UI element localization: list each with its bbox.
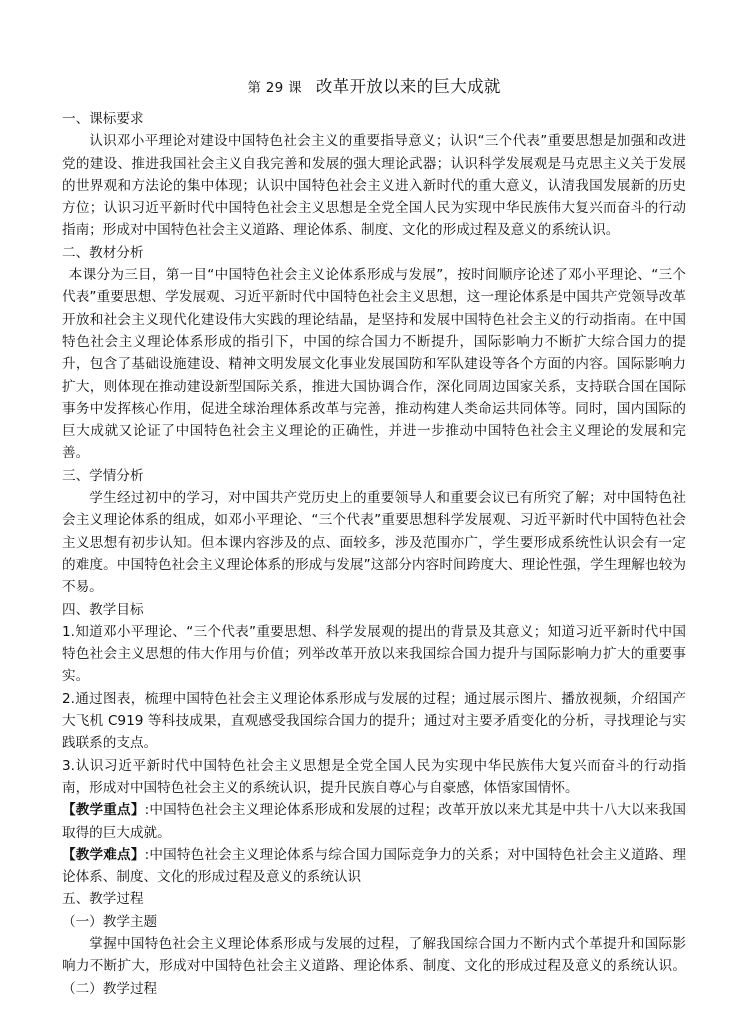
document-page (62, 74, 686, 1000)
teaching-difficulty (62, 844, 686, 889)
teaching-focus-label: 【教学重点】 (62, 802, 145, 819)
teaching-difficulty-text: :中国特色社会主义理论体系与综合国力国际竞争力的关系；对中国特色社会主义道路、理论体系、制度、文化的形成过程及意义的系统认识 (62, 846, 687, 886)
subheading-process: （二）教学过程 (62, 980, 158, 997)
textbook-paragraph: 本课分为三目，第一目“中国特色社会主义论体系形成与发展”，按时间顺序论述了邓小平理论、“三个代表”重要思想、学发展观、习近平新时代中国特色社会主义思想，这一理论体系是中国共产党领导改革开放和社会主义现代化建设伟大实践的理论结晶，是坚持和发展中国特色社会主义的行动指南。在中国特色社会主义理论体系形成的指引下，中国的综合国力不断提升，国际影响力不断扩大综合国力的提升，包含了基础设施建设、精神文明发展文化事业发展国防和军队建设等各个方面的内容。国际影响力扩大，则体现在推动建设新型国际关系，推进大国协调合作，深化同周边国家关系，支持联合国在国际事务中发挥核心作用，促进全球治理体系改革与完善，推动构建人类命运共同体等。同时，国内国际的巨大成就又论证了中国特色社会主义理论的正确性，并进一步推动中国特色社会主义理论的发展和完善。 (62, 267, 686, 462)
teaching-focus-text: :中国特色社会主义理论体系形成和发展的过程；改革开放以来尤其是中共十八大以来我国取得的巨大成就。 (62, 802, 687, 841)
theme-paragraph (62, 933, 686, 1000)
section-heading-students: 三、学情分析 (62, 467, 144, 484)
goal-item-1: 1.知道邓小平理论、“三个代表”重要思想、科学发展观的提出的背景及其意义；知道习近平新时代中国特色社会主义思想的伟大作用与价值；列举改革开放以来我国综合国力提升与国际影响力扩大的重要事实。 (62, 623, 686, 685)
section-heading-process: 五、教学过程 (62, 891, 144, 908)
subheading-theme: （一）教学主题 (62, 913, 158, 930)
standards-paragraph: 认识邓小平理论对建设中国特色社会主义的重要指导意义；认识“三个代表”重要思想是加强和改进党的建设、推进我国社会主义自我完善和发展的强大理论武器；认识科学发展观是马克思主义关于发展的世界观和方法论的集中体现；认识中国特色社会主义进入新时代的重大意义，认清我国发展新的历史方位；认识习近平新时代中国特色社会主义思想是全党全国人民为实现中华民族伟大复兴而奋斗的行动指南；形成对中国特色社会主义道路、理论体系、制度、文化的形成过程及意义的系统认识。 (62, 133, 686, 239)
goal-item-3: 3.认识习近平新时代中国特色社会主义思想是全党全国人民为实现中华民族伟大复兴而奋斗的行动指南，形成对中国特色社会主义的系统认识，提升民族自尊心与自豪感，体悟家国情怀。 (62, 757, 686, 796)
lesson-title (62, 74, 686, 101)
teaching-focus (62, 799, 686, 844)
teaching-difficulty-label: 【教学难点】 (62, 846, 145, 863)
section-heading-goals: 四、教学目标 (62, 601, 144, 618)
theme-text: 掌握中国特色社会主义理论体系形成与发展的过程，了解我国综合国力不断内式个革提升和国际影响力不断扩大，形成对中国特色社会主义道路、理论体系、制度、文化的形成过程及意义的系统认识。 (62, 935, 686, 975)
lesson-name: 改革开放以来的巨大成就 (315, 77, 501, 96)
students-paragraph: 学生经过初中的学习，对中国共产党历史上的重要领导人和重要会议已有所究了解；对中国特色社会主义理论体系的组成，如邓小平理论、“三个代表”重要思想科学发展观、习近平新时代中国特色社会主义思想有初步认知。但本课内容涉及的点、面较多，涉及范围亦广，学生要形成系统性认识会有一定的难度。中国特色社会主义理论体系的形成与发展”这部分内容时间跨度大、理论性强，学生理解也较为不易。 (62, 490, 686, 596)
goal-item-2: 2.通过图表，梳理中国特色社会主义理论体系形成与发展的过程；通过展示图片、播放视频，介绍国产大飞机 C919 等科技成果，直观感受我国综合国力的提升；通过对主要矛盾变化的分析，寻找理论与实践联系的支点。 (62, 690, 686, 752)
section-heading-textbook: 二、教材分析 (62, 244, 144, 261)
section-heading-standards: 一、课标要求 (62, 111, 144, 127)
lesson-number: 第 29 课 (247, 80, 302, 96)
